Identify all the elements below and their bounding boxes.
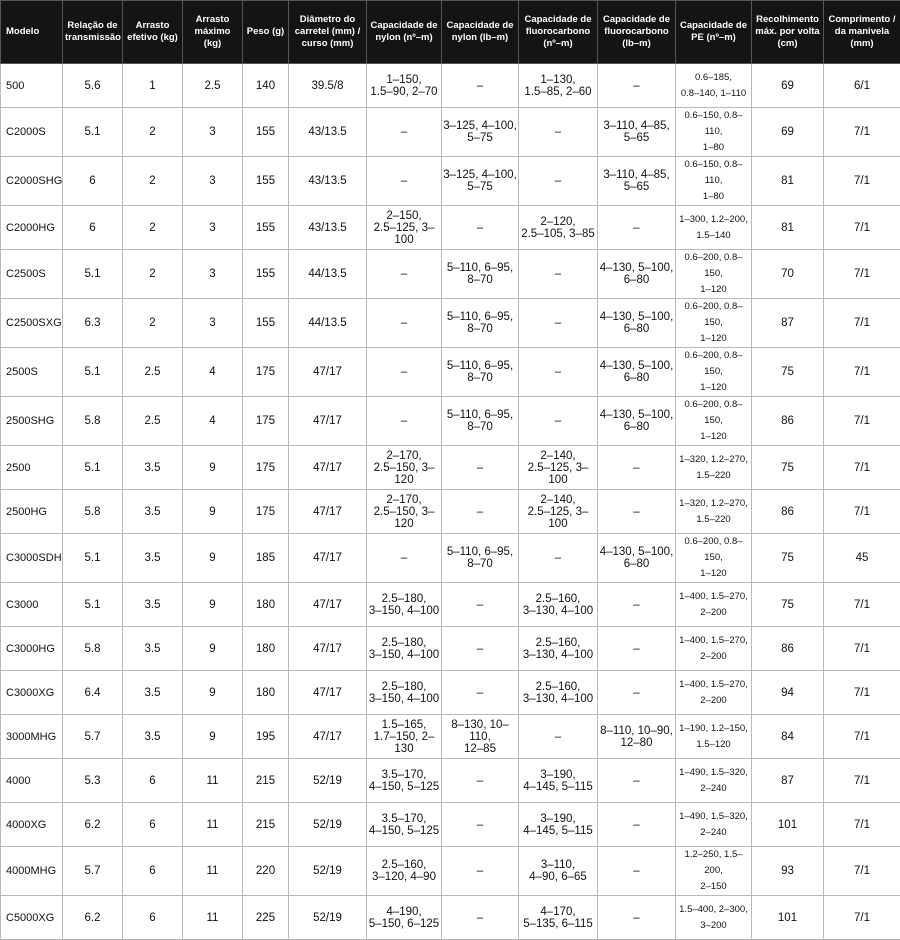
table-cell-handle: 7/1	[824, 206, 900, 250]
table-row	[1, 583, 900, 627]
table-header	[1, 1, 900, 64]
table-cell-handle: 7/1	[824, 108, 900, 157]
table-cell-weight: 155	[243, 108, 289, 157]
table-cell-retrieve: 101	[752, 896, 824, 940]
table-cell-nylon-no: –	[367, 397, 442, 446]
table-cell-spool-stroke: 43/13.5	[289, 108, 367, 157]
table-cell-fluoro-no: –	[519, 299, 598, 348]
table-cell-retrieve: 93	[752, 847, 824, 896]
table-cell-max-drag: 3	[183, 157, 243, 206]
table-cell-nylon-no: 2.5–180, 3–150, 4–100	[367, 583, 442, 627]
table-cell-pe-no: 1–300, 1.2–200, 1.5–140	[676, 206, 752, 250]
table-cell-nylon-lb: –	[442, 627, 519, 671]
table-cell-nylon-lb: 5–110, 6–95, 8–70	[442, 250, 519, 299]
table-cell-fluoro-no: 2.5–160, 3–130, 4–100	[519, 583, 598, 627]
table-cell-ratio: 5.1	[63, 583, 123, 627]
table-cell-ratio: 6.2	[63, 803, 123, 847]
table-cell-effective-drag: 2.5	[123, 348, 183, 397]
table-cell-retrieve: 75	[752, 583, 824, 627]
table-row	[1, 206, 900, 250]
table-cell-spool-stroke: 52/19	[289, 803, 367, 847]
table-cell-max-drag: 9	[183, 627, 243, 671]
table-cell-retrieve: 84	[752, 715, 824, 759]
model-cell: C2000S	[1, 108, 63, 157]
table-cell-max-drag: 4	[183, 397, 243, 446]
table-cell-fluoro-lb: –	[598, 206, 676, 250]
table-cell-spool-stroke: 39.5/8	[289, 64, 367, 108]
table-cell-weight: 155	[243, 250, 289, 299]
table-cell-max-drag: 11	[183, 847, 243, 896]
table-cell-fluoro-no: 4–170, 5–135, 6–115	[519, 896, 598, 940]
table-cell-weight: 220	[243, 847, 289, 896]
column-header-spool-stroke: Diâmetro do carretel (mm) / curso (mm)	[289, 1, 367, 64]
model-cell: 500	[1, 64, 63, 108]
table-cell-fluoro-lb: –	[598, 627, 676, 671]
table-cell-fluoro-lb: 4–130, 5–100, 6–80	[598, 250, 676, 299]
table-cell-ratio: 5.8	[63, 490, 123, 534]
table-row	[1, 896, 900, 940]
model-cell: 2500S	[1, 348, 63, 397]
table-cell-effective-drag: 3.5	[123, 627, 183, 671]
table-cell-nylon-lb: 3–125, 4–100, 5–75	[442, 108, 519, 157]
table-cell-ratio: 6	[63, 157, 123, 206]
table-cell-nylon-lb: –	[442, 206, 519, 250]
table-cell-nylon-no: 1–150, 1.5–90, 2–70	[367, 64, 442, 108]
table-cell-fluoro-no: –	[519, 534, 598, 583]
table-cell-nylon-no: –	[367, 250, 442, 299]
model-cell: C3000	[1, 583, 63, 627]
table-cell-retrieve: 86	[752, 627, 824, 671]
column-header-max-drag: Arrasto máximo (kg)	[183, 1, 243, 64]
table-cell-fluoro-no: 3–190, 4–145, 5–115	[519, 803, 598, 847]
table-row	[1, 627, 900, 671]
column-header-handle: Comprimento / da manivela (mm)	[824, 1, 900, 64]
table-cell-weight: 180	[243, 583, 289, 627]
model-cell: C2500S	[1, 250, 63, 299]
table-cell-pe-no: 1–320, 1.2–270, 1.5–220	[676, 446, 752, 490]
table-cell-pe-no: 1–490, 1.5–320, 2–240	[676, 759, 752, 803]
table-cell-ratio: 6.4	[63, 671, 123, 715]
column-header-effective-drag: Arrasto efetivo (kg)	[123, 1, 183, 64]
table-cell-fluoro-lb: –	[598, 896, 676, 940]
table-cell-spool-stroke: 52/19	[289, 759, 367, 803]
table-cell-nylon-lb: 5–110, 6–95, 8–70	[442, 534, 519, 583]
table-cell-max-drag: 9	[183, 490, 243, 534]
table-cell-fluoro-lb: 4–130, 5–100, 6–80	[598, 397, 676, 446]
table-cell-fluoro-no: 1–130, 1.5–85, 2–60	[519, 64, 598, 108]
table-cell-pe-no: 1–320, 1.2–270, 1.5–220	[676, 490, 752, 534]
table-cell-effective-drag: 2.5	[123, 397, 183, 446]
table-cell-handle: 7/1	[824, 490, 900, 534]
table-row	[1, 534, 900, 583]
table-cell-pe-no: 0.6–150, 0.8–110, 1–80	[676, 108, 752, 157]
table-cell-handle: 7/1	[824, 157, 900, 206]
table-cell-spool-stroke: 52/19	[289, 847, 367, 896]
column-header-weight: Peso (g)	[243, 1, 289, 64]
table-body	[1, 64, 900, 940]
table-cell-spool-stroke: 47/17	[289, 397, 367, 446]
table-cell-fluoro-lb: –	[598, 583, 676, 627]
table-cell-spool-stroke: 43/13.5	[289, 206, 367, 250]
table-cell-handle: 7/1	[824, 627, 900, 671]
table-cell-nylon-lb: –	[442, 446, 519, 490]
table-cell-handle: 7/1	[824, 446, 900, 490]
table-cell-weight: 175	[243, 490, 289, 534]
table-cell-nylon-no: –	[367, 348, 442, 397]
table-cell-nylon-no: 1.5–165, 1.7–150, 2–130	[367, 715, 442, 759]
table-cell-nylon-no: –	[367, 534, 442, 583]
column-header-nylon-no: Capacidade de nylon (nº–m)	[367, 1, 442, 64]
table-cell-nylon-no: 2.5–180, 3–150, 4–100	[367, 671, 442, 715]
table-row	[1, 671, 900, 715]
table-cell-fluoro-lb: –	[598, 803, 676, 847]
table-row	[1, 250, 900, 299]
table-cell-max-drag: 9	[183, 446, 243, 490]
column-header-fluoro-lb: Capacidade de fluorocarbono (lb–m)	[598, 1, 676, 64]
table-cell-ratio: 5.7	[63, 715, 123, 759]
table-row	[1, 299, 900, 348]
table-cell-nylon-lb: –	[442, 583, 519, 627]
table-cell-effective-drag: 3.5	[123, 671, 183, 715]
table-row	[1, 397, 900, 446]
table-cell-nylon-lb: 3–125, 4–100, 5–75	[442, 157, 519, 206]
table-cell-ratio: 6.3	[63, 299, 123, 348]
table-cell-effective-drag: 1	[123, 64, 183, 108]
table-cell-nylon-no: –	[367, 108, 442, 157]
table-cell-weight: 215	[243, 803, 289, 847]
table-cell-fluoro-no: –	[519, 157, 598, 206]
header-row	[1, 1, 900, 64]
table-cell-max-drag: 3	[183, 108, 243, 157]
table-cell-weight: 175	[243, 397, 289, 446]
model-cell: 4000MHG	[1, 847, 63, 896]
table-cell-pe-no: 1.2–250, 1.5–200, 2–150	[676, 847, 752, 896]
table-cell-fluoro-lb: –	[598, 446, 676, 490]
table-cell-nylon-lb: –	[442, 759, 519, 803]
table-cell-nylon-no: –	[367, 299, 442, 348]
table-cell-fluoro-lb: 3–110, 4–85, 5–65	[598, 157, 676, 206]
table-cell-weight: 155	[243, 157, 289, 206]
table-cell-handle: 7/1	[824, 803, 900, 847]
table-cell-pe-no: 0.6–200, 0.8–150, 1–120	[676, 250, 752, 299]
table-cell-pe-no: 1–190, 1.2–150, 1.5–120	[676, 715, 752, 759]
table-cell-nylon-no: 2.5–180, 3–150, 4–100	[367, 627, 442, 671]
table-cell-fluoro-no: 2.5–160, 3–130, 4–100	[519, 671, 598, 715]
table-cell-handle: 7/1	[824, 847, 900, 896]
table-cell-ratio: 5.1	[63, 348, 123, 397]
table-cell-spool-stroke: 47/17	[289, 671, 367, 715]
model-cell: C3000SDH	[1, 534, 63, 583]
table-cell-nylon-lb: 5–110, 6–95, 8–70	[442, 348, 519, 397]
table-cell-weight: 185	[243, 534, 289, 583]
table-cell-nylon-no: 4–190, 5–150, 6–125	[367, 896, 442, 940]
model-cell: C2000HG	[1, 206, 63, 250]
table-cell-nylon-lb: –	[442, 490, 519, 534]
model-cell: 4000XG	[1, 803, 63, 847]
table-cell-max-drag: 9	[183, 583, 243, 627]
table-cell-fluoro-lb: 4–130, 5–100, 6–80	[598, 534, 676, 583]
table-cell-fluoro-lb: –	[598, 847, 676, 896]
table-cell-pe-no: 1–400, 1.5–270, 2–200	[676, 627, 752, 671]
table-cell-retrieve: 81	[752, 206, 824, 250]
table-cell-nylon-lb: –	[442, 671, 519, 715]
table-cell-effective-drag: 6	[123, 759, 183, 803]
column-header-retrieve: Recolhimento máx. por volta (cm)	[752, 1, 824, 64]
table-cell-ratio: 5.1	[63, 250, 123, 299]
table-cell-fluoro-no: –	[519, 348, 598, 397]
table-cell-effective-drag: 3.5	[123, 490, 183, 534]
model-cell: 3000MHG	[1, 715, 63, 759]
table-cell-pe-no: 1–400, 1.5–270, 2–200	[676, 671, 752, 715]
table-row	[1, 490, 900, 534]
table-cell-max-drag: 9	[183, 715, 243, 759]
table-row	[1, 446, 900, 490]
table-cell-fluoro-no: –	[519, 715, 598, 759]
table-cell-handle: 7/1	[824, 896, 900, 940]
table-cell-retrieve: 69	[752, 108, 824, 157]
table-cell-max-drag: 11	[183, 896, 243, 940]
table-cell-fluoro-lb: 3–110, 4–85, 5–65	[598, 108, 676, 157]
table-cell-effective-drag: 2	[123, 157, 183, 206]
table-cell-pe-no: 1–490, 1.5–320, 2–240	[676, 803, 752, 847]
table-cell-spool-stroke: 47/17	[289, 715, 367, 759]
table-cell-effective-drag: 2	[123, 206, 183, 250]
table-cell-spool-stroke: 44/13.5	[289, 299, 367, 348]
table-cell-retrieve: 70	[752, 250, 824, 299]
table-cell-weight: 175	[243, 446, 289, 490]
table-cell-pe-no: 1–400, 1.5–270, 2–200	[676, 583, 752, 627]
table-cell-ratio: 5.7	[63, 847, 123, 896]
table-cell-retrieve: 75	[752, 348, 824, 397]
table-cell-nylon-lb: 8–130, 10–110, 12–85	[442, 715, 519, 759]
table-cell-handle: 7/1	[824, 299, 900, 348]
table-row	[1, 108, 900, 157]
table-cell-ratio: 6.2	[63, 896, 123, 940]
table-cell-max-drag: 3	[183, 299, 243, 348]
table-cell-fluoro-lb: –	[598, 759, 676, 803]
model-cell: C3000XG	[1, 671, 63, 715]
table-cell-fluoro-no: 2–140, 2.5–125, 3–100	[519, 446, 598, 490]
table-row	[1, 759, 900, 803]
table-cell-fluoro-no: 2–120, 2.5–105, 3–85	[519, 206, 598, 250]
table-cell-retrieve: 69	[752, 64, 824, 108]
table-cell-ratio: 5.6	[63, 64, 123, 108]
table-cell-pe-no: 0.6–200, 0.8–150, 1–120	[676, 397, 752, 446]
table-cell-effective-drag: 3.5	[123, 446, 183, 490]
table-cell-spool-stroke: 47/17	[289, 627, 367, 671]
table-cell-max-drag: 3	[183, 206, 243, 250]
table-cell-effective-drag: 2	[123, 250, 183, 299]
table-cell-pe-no: 0.6–200, 0.8–150, 1–120	[676, 299, 752, 348]
model-cell: 2500SHG	[1, 397, 63, 446]
table-cell-handle: 7/1	[824, 759, 900, 803]
table-cell-nylon-lb: 5–110, 6–95, 8–70	[442, 299, 519, 348]
table-row	[1, 64, 900, 108]
table-cell-handle: 7/1	[824, 715, 900, 759]
table-cell-retrieve: 75	[752, 534, 824, 583]
table-cell-ratio: 5.3	[63, 759, 123, 803]
table-cell-retrieve: 75	[752, 446, 824, 490]
table-cell-nylon-lb: –	[442, 896, 519, 940]
table-cell-pe-no: 0.6–200, 0.8–150, 1–120	[676, 348, 752, 397]
table-cell-weight: 155	[243, 299, 289, 348]
model-cell: C2000SHG	[1, 157, 63, 206]
table-cell-nylon-no: –	[367, 157, 442, 206]
table-cell-nylon-lb: 5–110, 6–95, 8–70	[442, 397, 519, 446]
table-cell-fluoro-lb: 8–110, 10–90, 12–80	[598, 715, 676, 759]
table-cell-handle: 7/1	[824, 348, 900, 397]
column-header-ratio: Relação de transmissão	[63, 1, 123, 64]
model-cell: 4000	[1, 759, 63, 803]
table-cell-spool-stroke: 52/19	[289, 896, 367, 940]
table-cell-weight: 215	[243, 759, 289, 803]
table-cell-pe-no: 0.6–150, 0.8–110, 1–80	[676, 157, 752, 206]
table-cell-retrieve: 86	[752, 397, 824, 446]
table-cell-retrieve: 94	[752, 671, 824, 715]
table-cell-nylon-no: 2–150, 2.5–125, 3–100	[367, 206, 442, 250]
table-cell-effective-drag: 3.5	[123, 534, 183, 583]
table-cell-pe-no: 0.6–185, 0.8–140, 1–110	[676, 64, 752, 108]
table-cell-max-drag: 3	[183, 250, 243, 299]
table-cell-spool-stroke: 47/17	[289, 583, 367, 627]
table-cell-ratio: 6	[63, 206, 123, 250]
table-cell-effective-drag: 2	[123, 299, 183, 348]
column-header-model: Modelo	[1, 1, 63, 64]
table-cell-effective-drag: 6	[123, 847, 183, 896]
model-cell: C5000XG	[1, 896, 63, 940]
table-cell-effective-drag: 3.5	[123, 715, 183, 759]
table-cell-handle: 6/1	[824, 64, 900, 108]
table-cell-spool-stroke: 47/17	[289, 534, 367, 583]
table-cell-fluoro-lb: –	[598, 490, 676, 534]
table-cell-handle: 7/1	[824, 397, 900, 446]
table-cell-nylon-lb: –	[442, 803, 519, 847]
table-cell-ratio: 5.1	[63, 108, 123, 157]
table-cell-ratio: 5.1	[63, 534, 123, 583]
table-cell-weight: 195	[243, 715, 289, 759]
table-cell-handle: 7/1	[824, 583, 900, 627]
table-cell-ratio: 5.8	[63, 397, 123, 446]
table-cell-effective-drag: 6	[123, 896, 183, 940]
table-cell-nylon-lb: –	[442, 64, 519, 108]
table-cell-fluoro-lb: –	[598, 64, 676, 108]
model-cell: 2500HG	[1, 490, 63, 534]
table-cell-nylon-lb: –	[442, 847, 519, 896]
model-cell: 2500	[1, 446, 63, 490]
table-cell-nylon-no: 2–170, 2.5–150, 3–120	[367, 446, 442, 490]
table-cell-retrieve: 81	[752, 157, 824, 206]
table-cell-ratio: 5.1	[63, 446, 123, 490]
table-cell-fluoro-lb: 4–130, 5–100, 6–80	[598, 299, 676, 348]
table-cell-fluoro-no: 2.5–160, 3–130, 4–100	[519, 627, 598, 671]
table-cell-effective-drag: 2	[123, 108, 183, 157]
table-row	[1, 847, 900, 896]
column-header-nylon-lb: Capacidade de nylon (lb–m)	[442, 1, 519, 64]
table-cell-weight: 225	[243, 896, 289, 940]
table-cell-spool-stroke: 47/17	[289, 446, 367, 490]
table-cell-fluoro-no: 3–110, 4–90, 6–65	[519, 847, 598, 896]
table-cell-fluoro-no: –	[519, 108, 598, 157]
table-cell-fluoro-no: 2–140, 2.5–125, 3–100	[519, 490, 598, 534]
table-row	[1, 803, 900, 847]
table-cell-handle: 7/1	[824, 250, 900, 299]
table-cell-max-drag: 11	[183, 803, 243, 847]
model-cell: C2500SXG	[1, 299, 63, 348]
column-header-pe-no: Capacidade de PE (nº–m)	[676, 1, 752, 64]
table-cell-nylon-no: 3.5–170, 4–150, 5–125	[367, 803, 442, 847]
table-cell-weight: 155	[243, 206, 289, 250]
table-row	[1, 715, 900, 759]
table-cell-max-drag: 11	[183, 759, 243, 803]
table-cell-fluoro-no: –	[519, 397, 598, 446]
table-cell-pe-no: 1.5–400, 2–300, 3–200	[676, 896, 752, 940]
table-cell-spool-stroke: 44/13.5	[289, 250, 367, 299]
table-cell-weight: 175	[243, 348, 289, 397]
table-cell-retrieve: 86	[752, 490, 824, 534]
table-cell-spool-stroke: 47/17	[289, 348, 367, 397]
table-cell-fluoro-lb: –	[598, 671, 676, 715]
table-cell-weight: 140	[243, 64, 289, 108]
table-cell-max-drag: 4	[183, 348, 243, 397]
table-row	[1, 348, 900, 397]
table-cell-handle: 45	[824, 534, 900, 583]
table-cell-nylon-no: 2.5–160, 3–120, 4–90	[367, 847, 442, 896]
table-cell-max-drag: 9	[183, 534, 243, 583]
table-cell-spool-stroke: 47/17	[289, 490, 367, 534]
column-header-fluoro-no: Capacidade de fluorocarbono (nº–m)	[519, 1, 598, 64]
table-cell-pe-no: 0.6–200, 0.8–150, 1–120	[676, 534, 752, 583]
table-cell-retrieve: 101	[752, 803, 824, 847]
table-cell-max-drag: 2.5	[183, 64, 243, 108]
table-cell-effective-drag: 3.5	[123, 583, 183, 627]
table-cell-retrieve: 87	[752, 759, 824, 803]
table-cell-weight: 180	[243, 671, 289, 715]
table-cell-handle: 7/1	[824, 671, 900, 715]
table-row	[1, 157, 900, 206]
table-cell-nylon-no: 3.5–170, 4–150, 5–125	[367, 759, 442, 803]
table-cell-fluoro-no: 3–190, 4–145, 5–115	[519, 759, 598, 803]
table-cell-retrieve: 87	[752, 299, 824, 348]
model-cell: C3000HG	[1, 627, 63, 671]
table-cell-fluoro-no: –	[519, 250, 598, 299]
table-cell-fluoro-lb: 4–130, 5–100, 6–80	[598, 348, 676, 397]
table-cell-ratio: 5.8	[63, 627, 123, 671]
table-cell-weight: 180	[243, 627, 289, 671]
table-cell-spool-stroke: 43/13.5	[289, 157, 367, 206]
table-cell-max-drag: 9	[183, 671, 243, 715]
table-cell-nylon-no: 2–170, 2.5–150, 3–120	[367, 490, 442, 534]
table-cell-effective-drag: 6	[123, 803, 183, 847]
